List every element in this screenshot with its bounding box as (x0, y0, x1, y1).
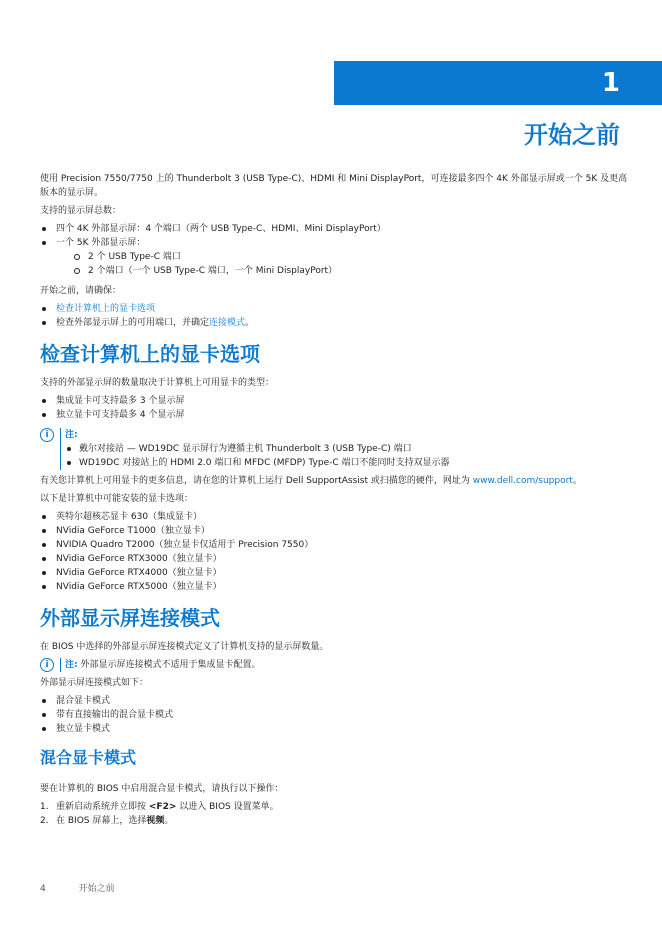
sub-list-item: 2 个端口（一个 USB Type-C 端口，一个 Mini DisplayPort） (56, 264, 630, 278)
chapter-banner (334, 61, 662, 105)
step-text: 以进入 BIOS 设置菜单。 (179, 802, 279, 812)
step-number: 1. (40, 802, 49, 812)
step-key: <F2> (148, 802, 177, 812)
note-label: 注: (65, 430, 78, 440)
step-text: 重新启动系统并立即按 (56, 802, 147, 812)
section-heading-connection-mode: 外部显示屏连接模式 (40, 606, 220, 630)
note-body (60, 428, 630, 470)
supported-heading: 支持的显示屏总数： (40, 206, 122, 216)
list-item-label: 一个 5K 外部显示屏： (56, 238, 146, 248)
page-number: 4 (40, 884, 46, 894)
info-icon: i (40, 428, 54, 442)
info-paragraph (40, 474, 630, 488)
before-heading: 开始之前，请确保： (40, 286, 122, 296)
page-content (40, 172, 630, 834)
graphics-support-list (40, 394, 630, 422)
list-item: 集成显卡可支持最多 3 个显示屏 (40, 394, 630, 408)
step-key: 视频 (146, 816, 165, 826)
gpu-list-heading: 以下是计算机中可能安装的显卡选项： (40, 494, 194, 504)
gpu-item: NVidia GeForce RTX5000（独立显卡） (40, 580, 630, 594)
note-item: 戴尔对接站 — WD19DC 显示屏行为遵循主机 Thunderbolt 3 (USB Type-C) 端口 (65, 442, 630, 456)
list-item (40, 302, 630, 316)
note-text: 外部显示屏连接模式不适用于集成显卡配置。 (80, 660, 261, 670)
list-item (40, 236, 630, 278)
section-heading-hybrid: 混合显卡模式 (40, 748, 137, 767)
gpu-item: 英特尔超核芯显卡 630（集成显卡） (40, 510, 630, 524)
gpu-item: NVIDIA Quadro T2000（独立显卡仅适用于 Precision 7550） (40, 538, 630, 552)
step-item (40, 814, 630, 828)
gpu-list (40, 510, 630, 594)
note-box (40, 428, 630, 470)
footer-title: 开始之前 (78, 884, 115, 894)
note-inline (40, 658, 630, 672)
info-end: 。 (572, 476, 582, 486)
info-text: 有关您计算机上可用显卡的更多信息，请在您的计算机上运行 Dell SupportAssist 或扫描您的硬件，网址为 (40, 476, 470, 486)
list-item-text: 检查外部显示屏上的可用端口，并确定 (56, 318, 210, 328)
list-item (40, 316, 630, 330)
gpu-item: NVidia GeForce T1000（独立显卡） (40, 524, 630, 538)
sub-list (56, 250, 630, 278)
info-icon: i (40, 658, 54, 672)
section2-paragraph: 在 BIOS 中选择的外部显示屏连接模式定义了计算机支持的显示屏数量。 (40, 642, 329, 652)
list-item: 独立显卡可支持最多 4 个显示屏 (40, 408, 630, 422)
section1-paragraph: 支持的外部显示屏的数量取决于计算机上可用显卡的类型： (40, 378, 275, 388)
connection-mode-link[interactable]: 连接模式 (209, 318, 246, 328)
step-text: 在 BIOS 屏幕上，选择 (56, 816, 147, 826)
before-list (40, 302, 630, 330)
mode-item: 带有直接输出的混合显卡模式 (40, 708, 630, 722)
supported-list (40, 222, 630, 278)
list-item-end: 。 (245, 318, 255, 328)
intro-paragraph: 使用 Precision 7550/7750 上的 Thunderbolt 3 (USB Type-C)、HDMI 和 Mini DisplayPort，可连接最多四个 4K 外部显示屏或一个 5K 及更高版本的显示屏。 (40, 174, 628, 198)
list-item: 四个 4K 外部显示屏：4 个端口（两个 USB Type-C、HDMI、Mini DisplayPort） (40, 222, 630, 236)
sub-list-item: 2 个 USB Type-C 端口 (56, 250, 630, 264)
mode-item: 独立显卡模式 (40, 722, 630, 736)
chapter-title: 开始之前 (524, 121, 620, 149)
step-item (40, 800, 630, 814)
note-label: 注: (65, 660, 78, 670)
note-body (60, 658, 630, 672)
step-number: 2. (40, 816, 49, 826)
page-footer (40, 882, 115, 896)
gpu-item: NVidia GeForce RTX3000（独立显卡） (40, 552, 630, 566)
chapter-number: 1 (601, 68, 620, 98)
note-item: WD19DC 对接站上的 HDMI 2.0 端口和 MFDC (MFDP) Type-C 端口不能同时支持双显示器 (65, 456, 630, 470)
modes-list (40, 694, 630, 736)
note-list (65, 442, 630, 470)
modes-heading: 外部显示屏连接模式如下： (40, 678, 149, 688)
section-heading-graphics: 检查计算机上的显卡选项 (40, 342, 260, 366)
section3-paragraph: 要在计算机的 BIOS 中启用混合显卡模式，请执行以下操作： (40, 784, 284, 794)
support-link[interactable]: www.dell.com/support (472, 476, 573, 486)
step-text: 。 (164, 816, 174, 826)
mode-item: 混合显卡模式 (40, 694, 630, 708)
steps-list (40, 800, 630, 828)
graphics-options-link[interactable]: 检查计算机上的显卡选项 (56, 304, 156, 314)
gpu-item: NVidia GeForce RTX4000（独立显卡） (40, 566, 630, 580)
